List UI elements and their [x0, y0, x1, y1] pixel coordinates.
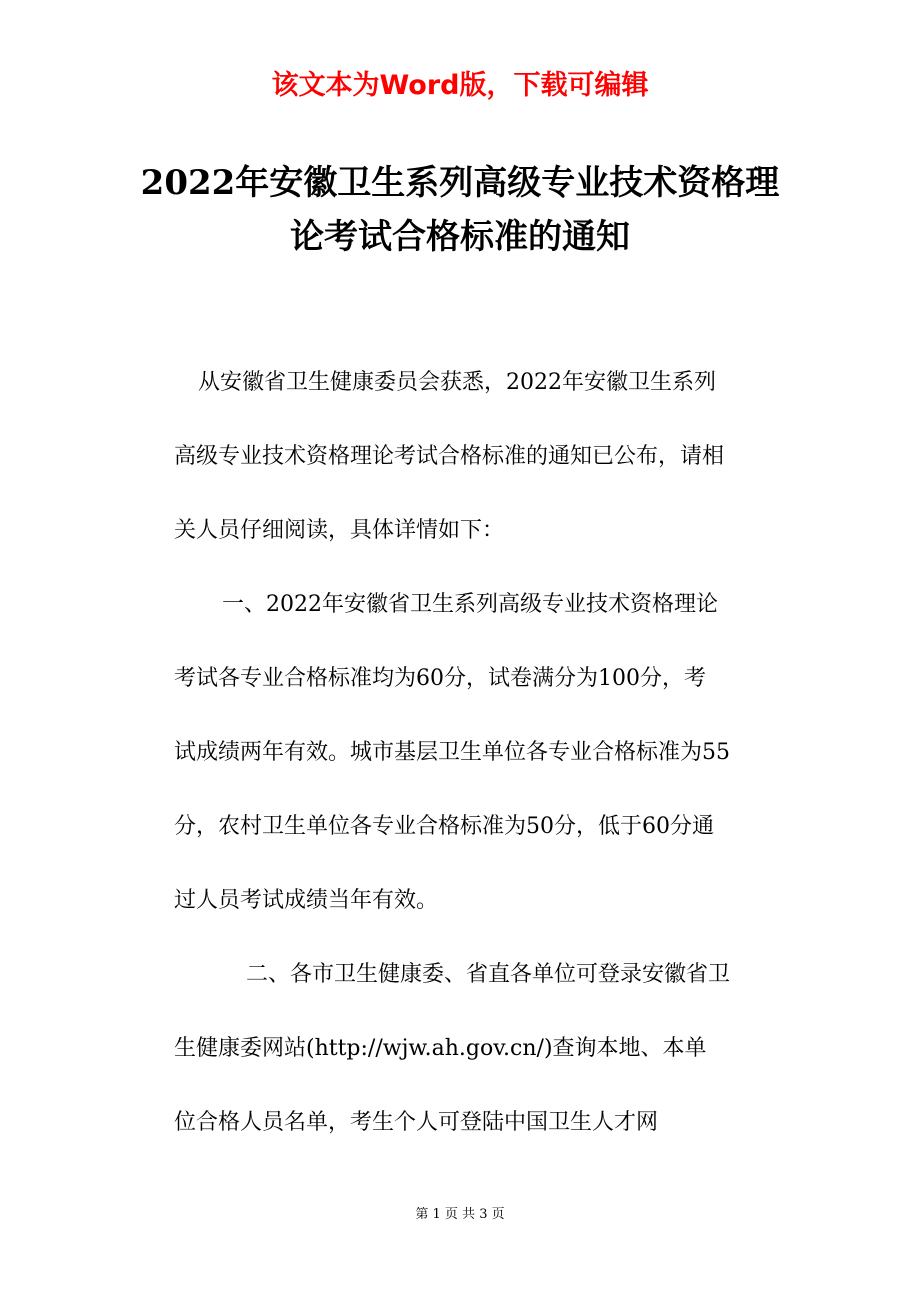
document-title-line-1: 2022年安徽卫生系列高级专业技术资格理: [140, 163, 780, 203]
body-line: 考试各专业合格标准均为60分，试卷满分为100分，考: [174, 666, 706, 691]
body-line: 一、2022年安徽省卫生系列高级专业技术资格理论: [222, 592, 718, 617]
page-footer: 第 1 页 共 3 页: [415, 1207, 505, 1222]
body-line: 分，农村卫生单位各专业合格标准为50分，低于60分通: [174, 814, 714, 839]
body-line: 从安徽省卫生健康委员会获悉，2022年安徽卫生系列: [198, 370, 716, 395]
document-title: [0, 156, 920, 264]
body-line: 位合格人员名单，考生个人可登陆中国卫生人才网: [174, 1110, 659, 1135]
body-line: 高级专业技术资格理论考试合格标准的通知已公布，请相: [174, 444, 725, 469]
body-line: 生健康委网站(http://wjw.ah.gov.cn/)查询本地、本单: [174, 1036, 707, 1061]
body-line: 试成绩两年有效。城市基层卫生单位各专业合格标准为55: [174, 740, 730, 765]
body-line: 关人员仔细阅读，具体详情如下：: [174, 518, 505, 543]
download-notice-banner: 该文本为Word版，下载可编辑: [271, 70, 649, 101]
body-line: 过人员考试成绩当年有效。: [174, 888, 439, 913]
body-line: 二、各市卫生健康委、省直各单位可登录安徽省卫: [246, 962, 731, 987]
document-title-line-2: 论考试合格标准的通知: [290, 217, 630, 257]
